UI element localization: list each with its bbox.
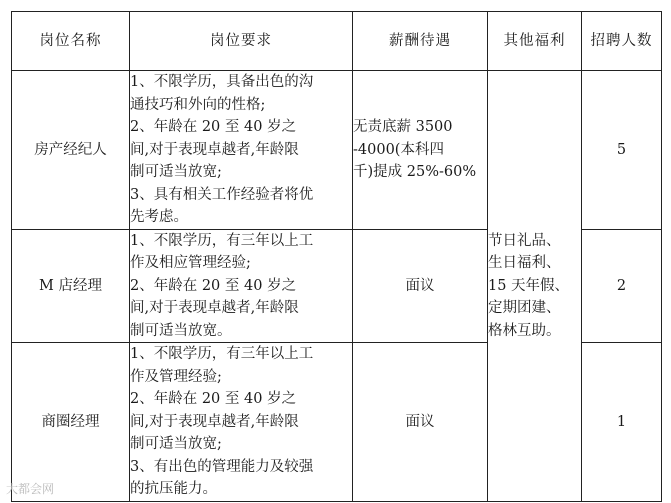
requirement-line: 间,对于表现卓越者,年龄限 [130,141,299,158]
position-requirements [130,229,353,343]
headcount: 2 [582,229,662,343]
requirement-line: 1、不限学历，具备出色的沟 [130,74,314,90]
welfare-line: 节日礼品、 [488,232,561,249]
requirement-line: 间,对于表现卓越者,年龄限 [130,300,299,316]
position-name: M 店经理 [12,229,130,343]
welfare-line: 定期团建、 [488,300,561,316]
position-requirements [130,71,353,230]
header-headcount: 招聘人数 [582,12,662,71]
welfare-line: 生日福利、 [488,255,561,271]
requirement-line: 2、年龄在 20 至 40 岁之 [130,277,297,294]
salary-line: 无责底薪 3500 [353,119,453,135]
requirement-line: 制可适当放宽; [130,436,222,452]
headcount: 1 [582,343,662,502]
requirement-line: 2、年龄在 20 至 40 岁之 [130,119,297,135]
headcount: 5 [582,71,662,230]
table-row [12,71,662,230]
salary-line: -4000(本科四 [353,141,444,158]
requirement-line: 制可适当放宽。 [130,322,232,339]
watermark: 大都会网 [6,482,55,496]
requirement-line: 间,对于表现卓越者,年龄限 [130,413,299,430]
requirement-line: 通技巧和外向的性格; [130,96,266,113]
position-name: 房产经纪人 [12,71,130,230]
header-requirements: 岗位要求 [130,12,353,71]
requirement-line: 3、具有相关工作经验者将优 [130,186,314,203]
requirement-line: 作及相应管理经验; [130,255,251,271]
salary-cell: 面议 [353,343,488,502]
salary-cell: 面议 [353,229,488,343]
position-name: 商圈经理 [12,343,130,502]
requirement-line: 1、不限学历，有三年以上工 [130,232,314,249]
requirement-line: 先考虑。 [130,209,188,225]
requirement-line: 的抗压能力。 [130,481,217,497]
salary-line: 千)提成 25%-60% [353,164,477,180]
requirement-line: 3、有出色的管理能力及较强 [130,458,314,475]
requirement-line: 2、年龄在 20 至 40 岁之 [130,391,297,407]
welfare-line: 15 天年假、 [488,277,570,294]
position-requirements [130,343,353,502]
requirement-line: 1、不限学历，有三年以上工 [130,346,314,362]
header-salary: 薪酬待遇 [353,12,488,71]
welfare-line: 格林互助。 [488,322,561,339]
salary-cell [353,71,488,230]
requirement-line: 作及管理经验; [130,368,222,385]
header-welfare: 其他福利 [488,12,582,71]
recruitment-table [11,11,662,502]
header-position: 岗位名称 [12,12,130,71]
cropped-heading-text [40,0,340,3]
requirement-line: 制可适当放宽; [130,164,222,180]
welfare-cell [488,71,582,502]
table-header-row [12,12,662,71]
